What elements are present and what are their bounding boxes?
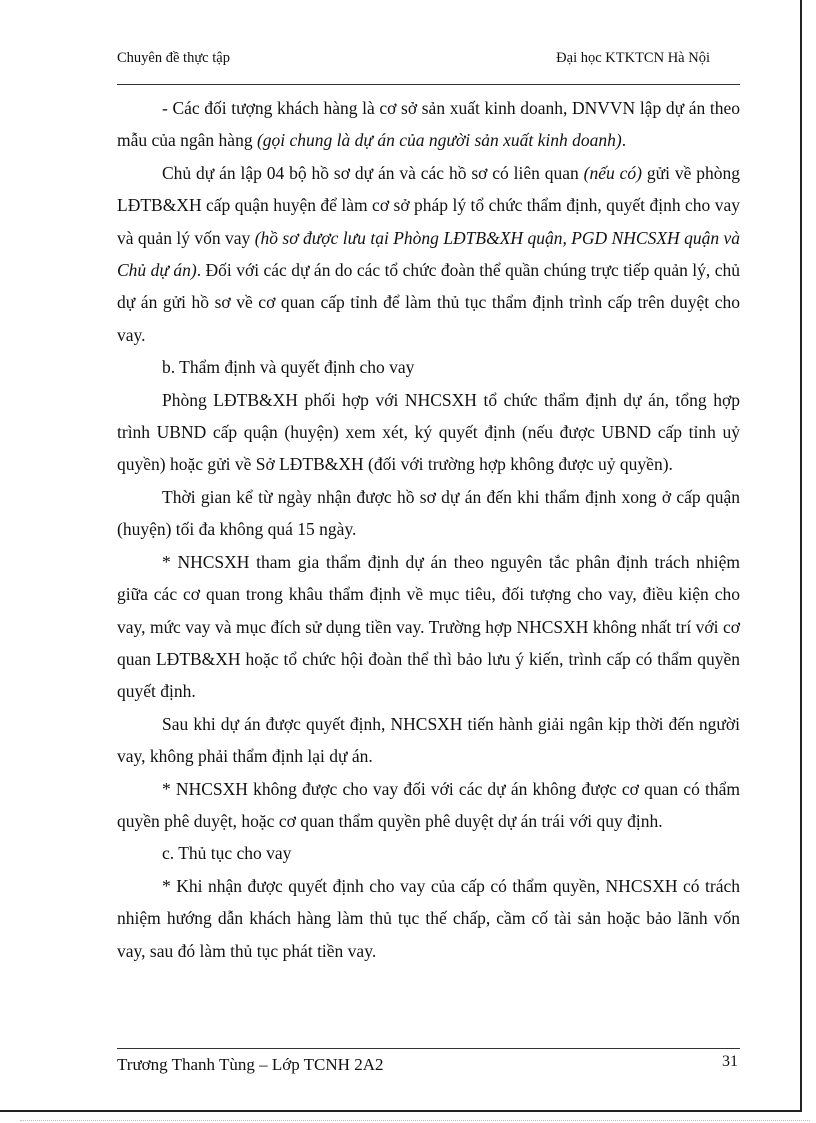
section-heading: c. Thủ tục cho vay <box>162 843 292 864</box>
paragraph: Sau khi dự án được quyết định, NHCSXH tiến hành giải ngân kịp thời đến người vay, không phải thẩm định lại dự án. <box>117 713 740 767</box>
page-edge-dots <box>20 1120 810 1121</box>
paragraph: Thời gian kể từ ngày nhận được hồ sơ dự án đến khi thẩm định xong ở cấp quận (huyện) tối đa không quá 15 ngày. <box>117 486 740 540</box>
section-heading: b. Thẩm định và quyết định cho vay <box>162 357 415 378</box>
footer-author: Trương Thanh Tùng – Lớp TCNH 2A2 <box>117 1055 384 1074</box>
paragraph: Phòng LĐTB&XH phối hợp với NHCSXH tổ chức thẩm định dự án, tổng hợp trình UBND cấp quận (huyện) xem xét, ký quyết định (nếu được UBND cấp tỉnh uỷ quyền) hoặc gửi về Sở LĐTB&XH (đối với trường hợp không được uỷ quyền). <box>117 389 740 475</box>
header-left-title: Chuyên đề thực tập <box>117 50 230 66</box>
page-number: 31 <box>722 1053 738 1070</box>
page-header <box>117 48 740 85</box>
header-right-title: Đại học KTKTCN Hà Nội <box>556 50 710 66</box>
paragraph: * NHCSXH tham gia thẩm định dự án theo nguyên tắc phân định trách nhiệm giữa các cơ quan trong khâu thẩm định về mục tiêu, đối tượng cho vay, điều kiện cho vay, mức vay và mục đích sử dụng tiền vay. Trường hợp NHCSXH không nhất trí với cơ quan LĐTB&XH hoặc tổ chức hội đoàn thể thì bảo lưu ý kiến, trình cấp có thẩm quyền quyết định. <box>117 551 740 702</box>
paragraph: - Các đối tượng khách hàng là cơ sở sản xuất kinh doanh, DNVVN lập dự án theo mẫu của ngân hàng (gọi chung là dự án của người sản xuất kinh doanh). <box>117 98 740 151</box>
page-footer <box>117 1048 740 1083</box>
paragraph: Chủ dự án lập 04 bộ hồ sơ dự án và các hồ sơ có liên quan (nếu có) gửi về phòng LĐTB&XH cấp quận huyện để làm cơ sở pháp lý tổ chức thẩm định, quyết định cho vay và quản lý vốn vay (hồ sơ được lưu tại Phòng LĐTB&XH quận, PGD NHCSXH quận và Chủ dự án). Đối với các dự án do các tổ chức đoàn thể quần chúng trực tiếp quản lý, chủ dự án gửi hồ sơ về cơ quan cấp tỉnh để làm thủ tục thẩm định trình cấp trên duyệt cho vay. <box>117 162 740 345</box>
document-body <box>117 92 740 967</box>
paragraph: * Khi nhận được quyết định cho vay của cấp có thẩm quyền, NHCSXH có trách nhiệm hướng dẫn khách hàng làm thủ tục thế chấp, cầm cố tài sản hoặc bảo lãnh vốn vay, sau đó làm thủ tục phát tiền vay. <box>117 875 740 961</box>
paragraph: * NHCSXH không được cho vay đối với các dự án không được cơ quan có thẩm quyền phê duyệt, hoặc cơ quan thẩm quyền phê duyệt dự án trái với quy định. <box>117 778 740 831</box>
